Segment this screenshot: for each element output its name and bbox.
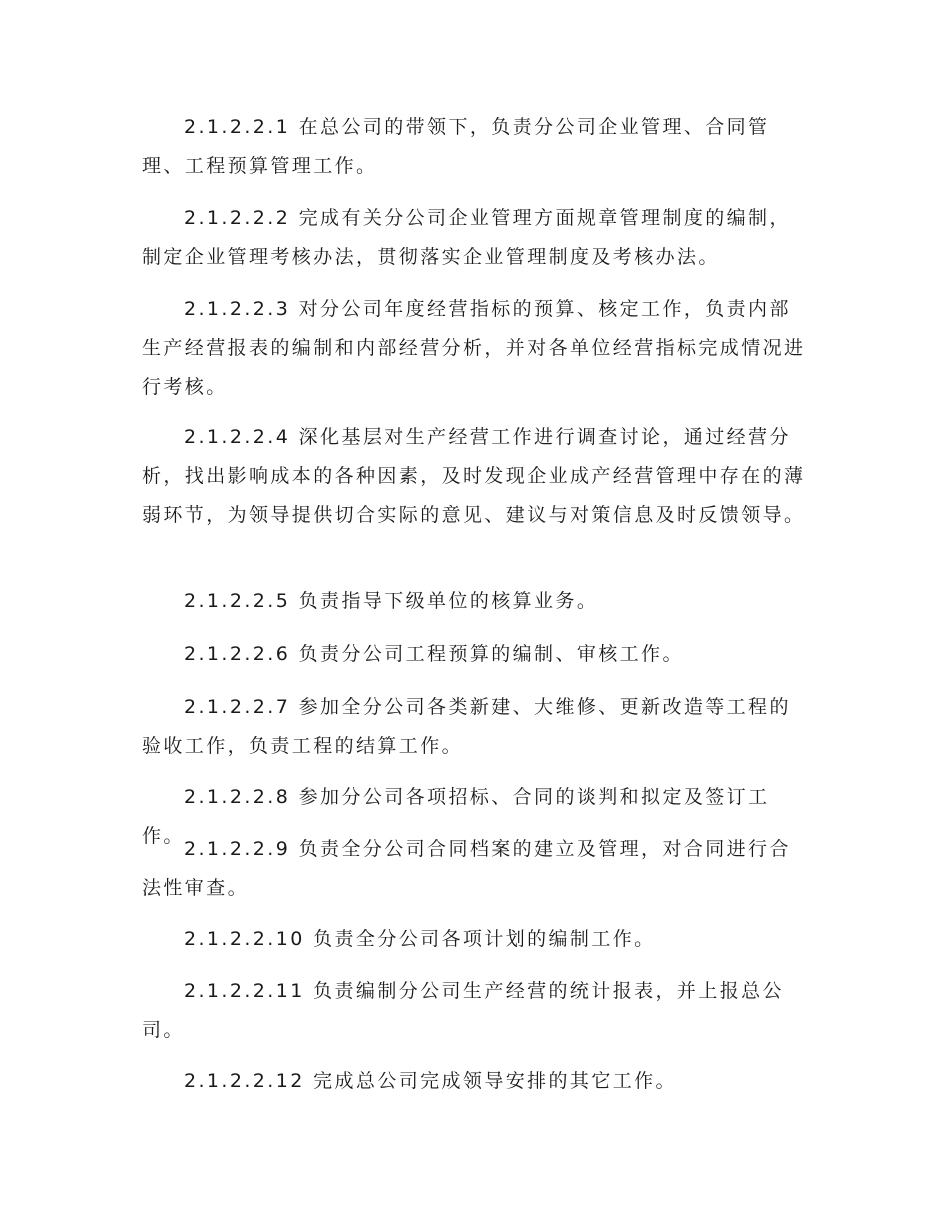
clause-2-1-2-2-8: 2.1.2.2.8 参加分公司各项招标、合同的谈判和拟定及签订工作。 (142, 786, 770, 847)
clause-2-1-2-2-3: 2.1.2.2.3 对分公司年度经营指标的预算、核定工作，负责内部生产经营报表的编制和内部经营分析，并对各单位经营指标完成情况进行考核。 (142, 298, 806, 398)
clause-2-1-2-2-6: 2.1.2.2.6 负责分公司工程预算的编制、审核工作。 (184, 643, 684, 665)
clause-2-1-2-2-9: 2.1.2.2.9 负责全分公司合同档案的建立及管理，对合同进行合法性审查。 (142, 838, 791, 899)
clause-2-1-2-2-11: 2.1.2.2.11 负责编制分公司生产经营的统计报表，并上报总公司。 (142, 980, 784, 1041)
clause-2-1-2-2-1: 2.1.2.2.1 在总公司的带领下，负责分公司企业管理、合同管理、工程预算管理工作。 (142, 116, 770, 177)
clause-2-1-2-2-4: 2.1.2.2.4 深化基层对生产经营工作进行调查讨论，通过经营分析，找出影响成本的各种因素，及时发现企业成产经营管理中存在的薄弱环节，为领导提供切合实际的意见、建议与对策信息及时反馈领导。 (142, 426, 806, 526)
clause-2-1-2-2-7: 2.1.2.2.7 参加全分公司各类新建、大维修、更新改造等工程的验收工作，负责工程的结算工作。 (142, 696, 791, 757)
clause-2-1-2-2-5: 2.1.2.2.5 负责指导下级单位的核算业务。 (184, 590, 599, 612)
clause-2-1-2-2-10: 2.1.2.2.10 负责全分公司各项计划的编制工作。 (184, 928, 656, 950)
clause-2-1-2-2-2: 2.1.2.2.2 完成有关分公司企业管理方面规章管理制度的编制，制定企业管理考核办法，贯彻落实企业管理制度及考核办法。 (142, 207, 791, 268)
clause-2-1-2-2-12: 2.1.2.2.12 完成总公司完成领导安排的其它工作。 (184, 1070, 677, 1092)
